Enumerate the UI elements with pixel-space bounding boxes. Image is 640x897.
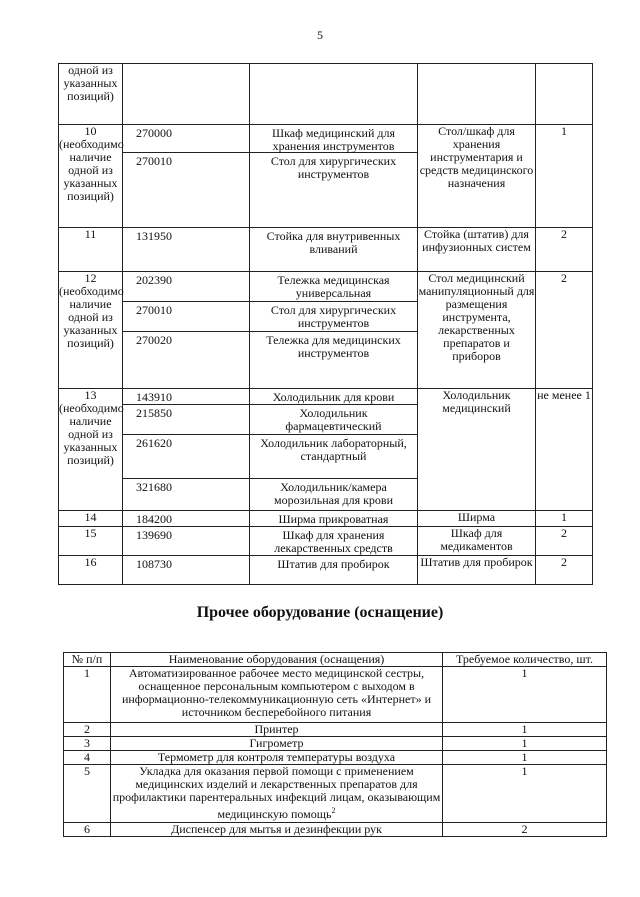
row-names xyxy=(250,125,418,228)
table-row xyxy=(64,667,607,723)
item-code: 261620 xyxy=(123,435,249,479)
section-title: Прочее оборудование (оснащение) xyxy=(196,604,444,621)
row-names xyxy=(250,556,418,585)
table-header-row xyxy=(64,653,607,667)
row-number: 13 (необходимо наличие одной из указанных позиций) xyxy=(59,389,123,511)
header-qty: Требуемое количество, шт. xyxy=(443,653,607,667)
row-codes xyxy=(123,527,250,556)
quantity: 1 xyxy=(443,667,607,723)
item-code: 139690 xyxy=(136,528,172,542)
row-number: 5 xyxy=(64,765,111,823)
page-number: 5 xyxy=(317,28,323,42)
item-name xyxy=(250,64,417,124)
row-names xyxy=(250,389,418,511)
item-code: 143910 xyxy=(123,389,249,405)
equipment-table xyxy=(58,63,593,585)
row-names xyxy=(250,228,418,272)
quantity xyxy=(536,64,593,125)
item-code xyxy=(123,64,249,124)
row-number: 4 xyxy=(64,751,111,765)
row-number: 6 xyxy=(64,823,111,837)
row-codes xyxy=(123,125,250,228)
item-name: Тележка для медицинских инструментов xyxy=(266,333,401,360)
item-name: Шкаф медицинский для хранения инструментов xyxy=(250,125,417,153)
row-number: 3 xyxy=(64,737,111,751)
row-names xyxy=(250,527,418,556)
quantity: 2 xyxy=(536,527,593,556)
row-codes xyxy=(123,228,250,272)
other-equipment-table xyxy=(63,652,607,837)
quantity: 2 xyxy=(536,556,593,585)
item-name: Шкаф для хранения лекарственных средств xyxy=(274,528,393,555)
item-name: Холодильник/камера морозильная для крови xyxy=(273,480,393,507)
quantity: 2 xyxy=(536,228,593,272)
row-number: 14 xyxy=(59,511,123,527)
item-name: Стойка для внутривенных вливаний xyxy=(266,229,401,256)
equipment-name-text: Автоматизированное рабочее место медицинской сестры, оснащенное персональным компьютером с выходом в информационно-телекоммуникационную сеть «Интернет» и источником бесперебойного питания xyxy=(121,666,432,719)
item-name: Тележка медицинская универсальная xyxy=(250,272,417,302)
row-names xyxy=(250,511,418,527)
row-number: одной из указанных позиций) xyxy=(59,64,123,125)
table-row xyxy=(64,737,607,751)
row-codes xyxy=(123,272,250,389)
table-row xyxy=(59,527,593,556)
equipment-name-text: Укладка для оказания первой помощи с применением медицинских изделий и лекарственных препаратов для профилактики парентеральных инфекций лицам, оказывающим медицинскую помощь xyxy=(112,764,441,821)
equipment-name xyxy=(111,823,443,837)
standard-name: Стол/шкаф для хранения инструментария и средств медицинского назначения xyxy=(418,125,536,228)
equipment-name xyxy=(111,737,443,751)
item-code: 270000 xyxy=(123,125,249,153)
header-num: № п/п xyxy=(64,653,111,667)
equipment-name-text: Принтер xyxy=(254,722,299,736)
row-codes xyxy=(123,556,250,585)
standard-name: Холодильник медицинский xyxy=(418,389,536,511)
quantity: 1 xyxy=(536,511,593,527)
row-codes xyxy=(123,64,250,125)
equipment-name-text: Диспенсер для мытья и дезинфекции рук xyxy=(171,822,382,836)
row-number: 2 xyxy=(64,723,111,737)
standard-name: Шкаф для медикаментов xyxy=(418,527,536,556)
footnote-marker: 2 xyxy=(331,806,336,815)
equipment-name xyxy=(111,723,443,737)
item-name: Холодильник для крови xyxy=(250,389,417,405)
table-row xyxy=(59,511,593,527)
header-name: Наименование оборудования (оснащения) xyxy=(111,653,443,667)
equipment-name xyxy=(111,667,443,723)
table-row xyxy=(59,389,593,511)
quantity: не менее 1 xyxy=(536,389,593,511)
equipment-name xyxy=(111,751,443,765)
row-number: 12 (необходимо наличие одной из указанных позиций) xyxy=(59,272,123,389)
row-number: 10 (необходимо наличие одной из указанных позиций) xyxy=(59,125,123,228)
equipment-name-text: Гигрометр xyxy=(249,736,304,750)
row-number: 15 xyxy=(59,527,123,556)
standard-name: Стойка (штатив) для инфузионных систем xyxy=(418,228,536,272)
standard-name: Стол медицинский манипуляционный для размещения инструмента, лекарственных препаратов и приборов xyxy=(418,272,536,389)
item-code: 108730 xyxy=(136,557,172,571)
item-name: Стол для хирургических инструментов xyxy=(270,154,397,181)
item-code: 321680 xyxy=(136,480,172,494)
equipment-name xyxy=(111,765,443,823)
quantity: 1 xyxy=(443,737,607,751)
quantity: 2 xyxy=(443,823,607,837)
table-row xyxy=(64,751,607,765)
item-code: 184200 xyxy=(136,512,172,526)
row-number: 1 xyxy=(64,667,111,723)
table-row xyxy=(64,765,607,823)
table-row xyxy=(59,272,593,389)
table-row xyxy=(59,228,593,272)
table-row xyxy=(59,556,593,585)
item-code: 270020 xyxy=(136,333,172,347)
equipment-name-text: Термометр для контроля температуры воздуха xyxy=(157,750,396,764)
item-code: 270010 xyxy=(136,154,172,168)
item-code: 270010 xyxy=(123,302,249,332)
quantity: 1 xyxy=(443,765,607,823)
item-name: Ширма прикроватная xyxy=(278,512,389,526)
quantity: 1 xyxy=(443,723,607,737)
table-row xyxy=(64,723,607,737)
item-code: 215850 xyxy=(123,405,249,435)
item-code: 202390 xyxy=(123,272,249,302)
item-name: Штатив для пробирок xyxy=(277,557,390,571)
quantity: 2 xyxy=(536,272,593,389)
table-row xyxy=(59,64,593,125)
row-number: 16 xyxy=(59,556,123,585)
quantity: 1 xyxy=(443,751,607,765)
standard-name: Ширма xyxy=(418,511,536,527)
row-names xyxy=(250,272,418,389)
row-number: 11 xyxy=(59,228,123,272)
item-code: 131950 xyxy=(136,229,172,243)
item-name: Холодильник фармацевтический xyxy=(250,405,417,435)
row-names xyxy=(250,64,418,125)
item-name: Стол для хирургических инструментов xyxy=(250,302,417,332)
row-codes xyxy=(123,389,250,511)
standard-name: Штатив для пробирок xyxy=(418,556,536,585)
table-row xyxy=(59,125,593,228)
standard-name xyxy=(418,64,536,125)
row-codes xyxy=(123,511,250,527)
quantity: 1 xyxy=(536,125,593,228)
table-row xyxy=(64,823,607,837)
item-name: Холодильник лабораторный, стандартный xyxy=(250,435,417,479)
